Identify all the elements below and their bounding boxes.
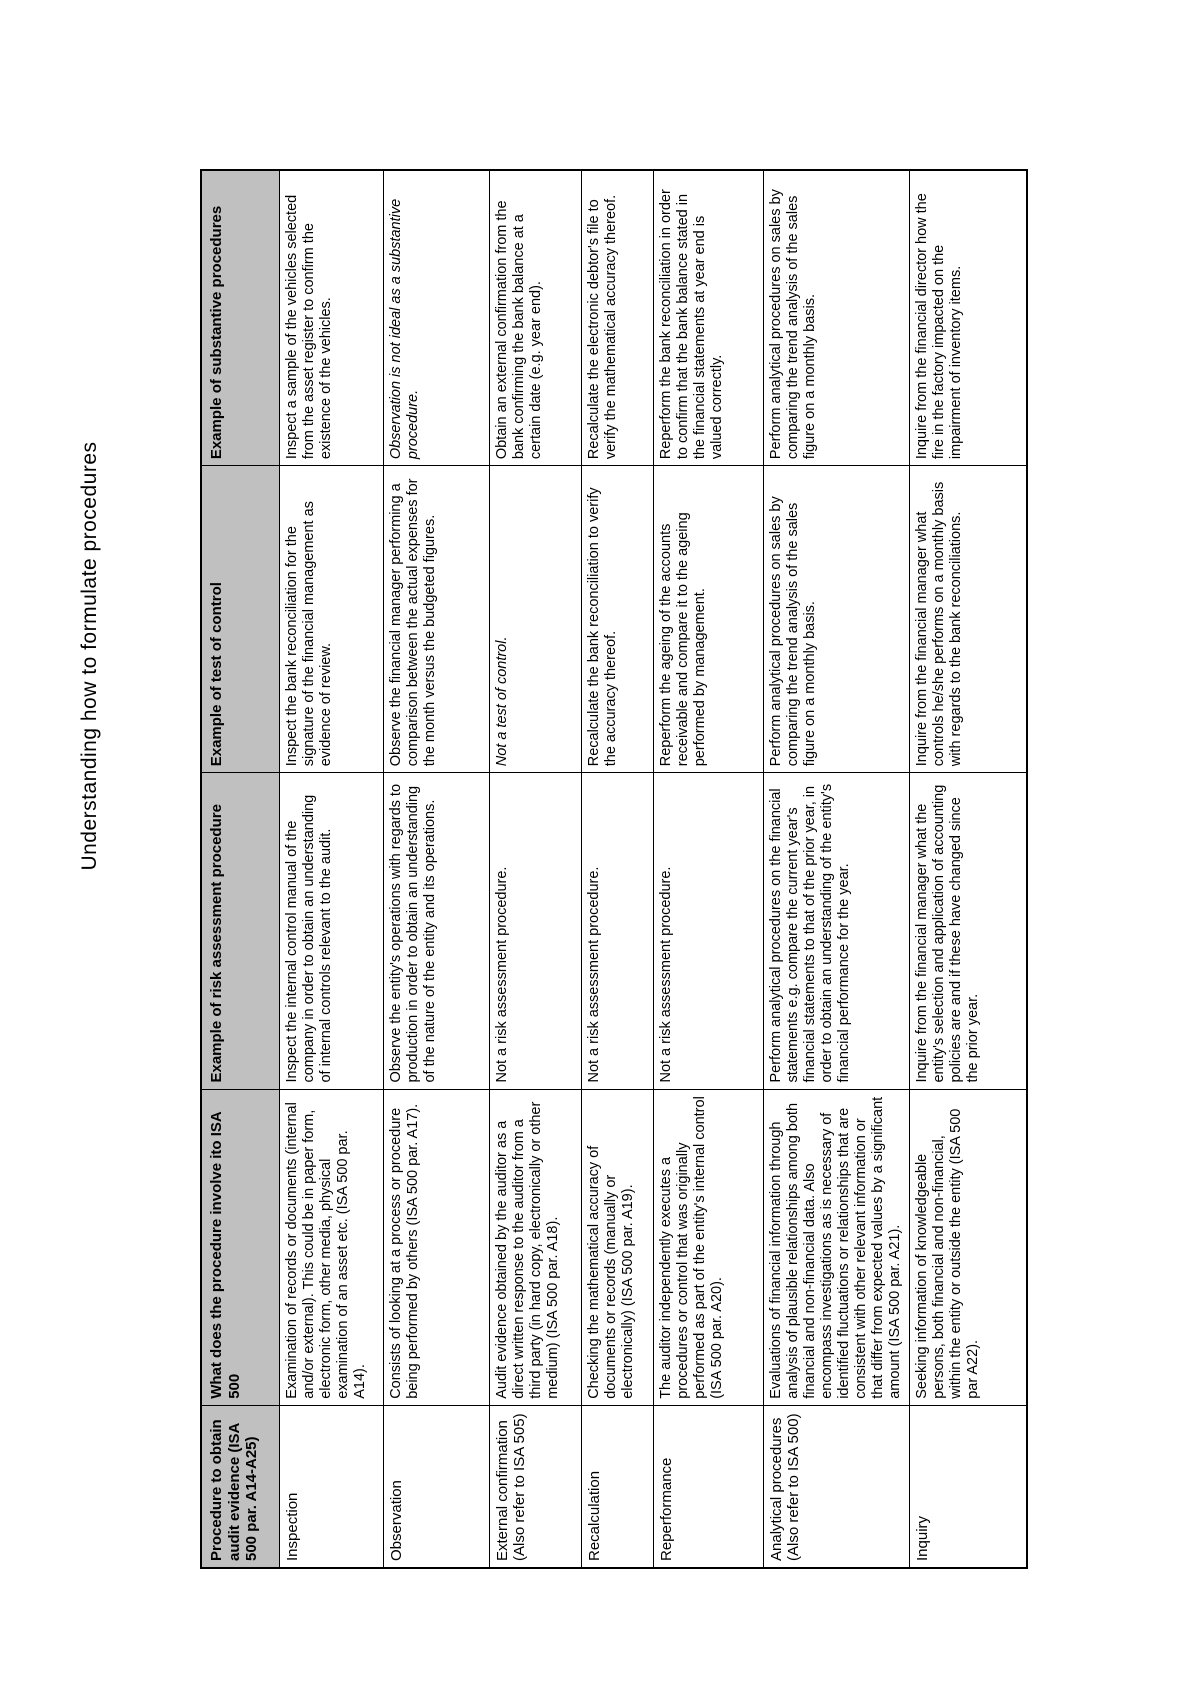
table-row xyxy=(763,170,909,1568)
table-row xyxy=(909,170,1027,1568)
cell-involves: Evaluations of financial information through analysis of plausible relationships among both financial and non-financial data. Also encompass investigations as is necessary of identified fluctuations or relationships that are consistent with other relevant information or that differ from expected values by a significant amount (ISA 500 par. A21). xyxy=(763,1089,909,1405)
header-test-of-control: Example of test of control xyxy=(201,466,279,773)
cell-control: Observe the financial manager performing a comparison between the actual expenses for the month versus the budgeted figures. xyxy=(383,466,489,773)
cell-involves: The auditor independently executes a procedures or control that was originally performed as part of the entity's internal control (ISA 500 par. A20). xyxy=(653,1089,763,1405)
cell-control: Not a test of control. xyxy=(489,466,581,773)
header-substantive: Example of substantive procedures xyxy=(201,170,279,466)
cell-substantive: Observation is not ideal as a substantive procedure. xyxy=(383,170,489,466)
cell-procedure: Inspection xyxy=(279,1405,383,1568)
procedures-table-container xyxy=(200,169,1026,1569)
cell-risk: Inquire from the financial manager what the entity's selection and application of accounting policies are and if these have changed since the prior year. xyxy=(909,773,1027,1089)
table-row xyxy=(279,170,383,1568)
cell-substantive: Recalculate the electronic debtor's file to verify the mathematical accuracy thereof. xyxy=(581,170,653,466)
cell-procedure: Analytical procedures (Also refer to ISA 500) xyxy=(763,1405,909,1568)
cell-risk: Not a risk assessment procedure. xyxy=(581,773,653,1089)
cell-procedure: Recalculation xyxy=(581,1405,653,1568)
table-row xyxy=(383,170,489,1568)
cell-substantive: Obtain an external confirmation from the bank confirming the bank balance at a certain date (e.g. year end). xyxy=(489,170,581,466)
cell-risk: Not a risk assessment procedure. xyxy=(653,773,763,1089)
cell-control: Reperform the ageing of the accounts receivable and compare it to the ageing performed by management. xyxy=(653,466,763,773)
table-header-row xyxy=(201,170,279,1568)
cell-risk: Perform analytical procedures on the financial statements e.g. compare the current year's financial statements to that of the prior year, in order to obtain an understanding of the entity's financial performance for the year. xyxy=(763,773,909,1089)
cell-substantive: Perform analytical procedures on sales by comparing the trend analysis of the sales figure on a monthly basis. xyxy=(763,170,909,466)
header-involves: What does the procedure involve ito ISA 500 xyxy=(201,1089,279,1405)
cell-procedure: Reperformance xyxy=(653,1405,763,1568)
cell-substantive: Inquire from the financial director how the fire in the factory impacted on the impairment of inventory items. xyxy=(909,170,1027,466)
cell-control: Perform analytical procedures on sales by comparing the trend analysis of the sales figure on a monthly basis. xyxy=(763,466,909,773)
cell-control: Recalculate the bank reconciliation to verify the accuracy thereof. xyxy=(581,466,653,773)
table-row xyxy=(653,170,763,1568)
header-procedure: Procedure to obtain audit evidence (ISA 500 par. A14-A25) xyxy=(201,1405,279,1568)
cell-involves: Checking the mathematical accuracy of documents or records (manually or electronically) (ISA 500 par. A19). xyxy=(581,1089,653,1405)
cell-involves: Consists of looking at a process or procedure being performed by others (ISA 500 par. A17). xyxy=(383,1089,489,1405)
table-row xyxy=(489,170,581,1568)
cell-risk: Observe the entity's operations with regards to production in order to obtain an understanding of the nature of the entity and its operations. xyxy=(383,773,489,1089)
cell-procedure: Inquiry xyxy=(909,1405,1027,1568)
cell-control: Inspect the bank reconciliation for the signature of the financial management as evidence of review. xyxy=(279,466,383,773)
cell-control: Inquire from the financial manager what controls he/she performs on a monthly basis with regards to the bank reconciliations. xyxy=(909,466,1027,773)
cell-involves: Examination of records or documents (internal and/or external). This could be in paper form, electronic form, other media, physical examination of an asset etc. (ISA 500 par. A14). xyxy=(279,1089,383,1405)
cell-involves: Audit evidence obtained by the auditor as a direct written response to the auditor from a third party (in hard copy, electronically or other medium) (ISA 500 par. A18). xyxy=(489,1089,581,1405)
page-title: Understanding how to formulate procedures xyxy=(78,441,101,871)
cell-involves: Seeking information of knowledgeable persons, both financial and non-financial, within the entity or outside the entity (ISA 500 par A22). xyxy=(909,1089,1027,1405)
procedures-table xyxy=(200,169,1028,1569)
cell-risk: Not a risk assessment procedure. xyxy=(489,773,581,1089)
cell-substantive: Reperform the bank reconciliation in order to confirm that the bank balance stated in the financial statements at year end is valued correctly. xyxy=(653,170,763,466)
cell-procedure: External confirmation (Also refer to ISA 505) xyxy=(489,1405,581,1568)
table-row xyxy=(581,170,653,1568)
header-risk-assessment: Example of risk assessment procedure xyxy=(201,773,279,1089)
cell-risk: Inspect the internal control manual of the company in order to obtain an understanding of internal controls relevant to the audit. xyxy=(279,773,383,1089)
cell-substantive: Inspect a sample of the vehicles selected from the asset register to confirm the existence of the vehicles. xyxy=(279,170,383,466)
cell-procedure: Observation xyxy=(383,1405,489,1568)
